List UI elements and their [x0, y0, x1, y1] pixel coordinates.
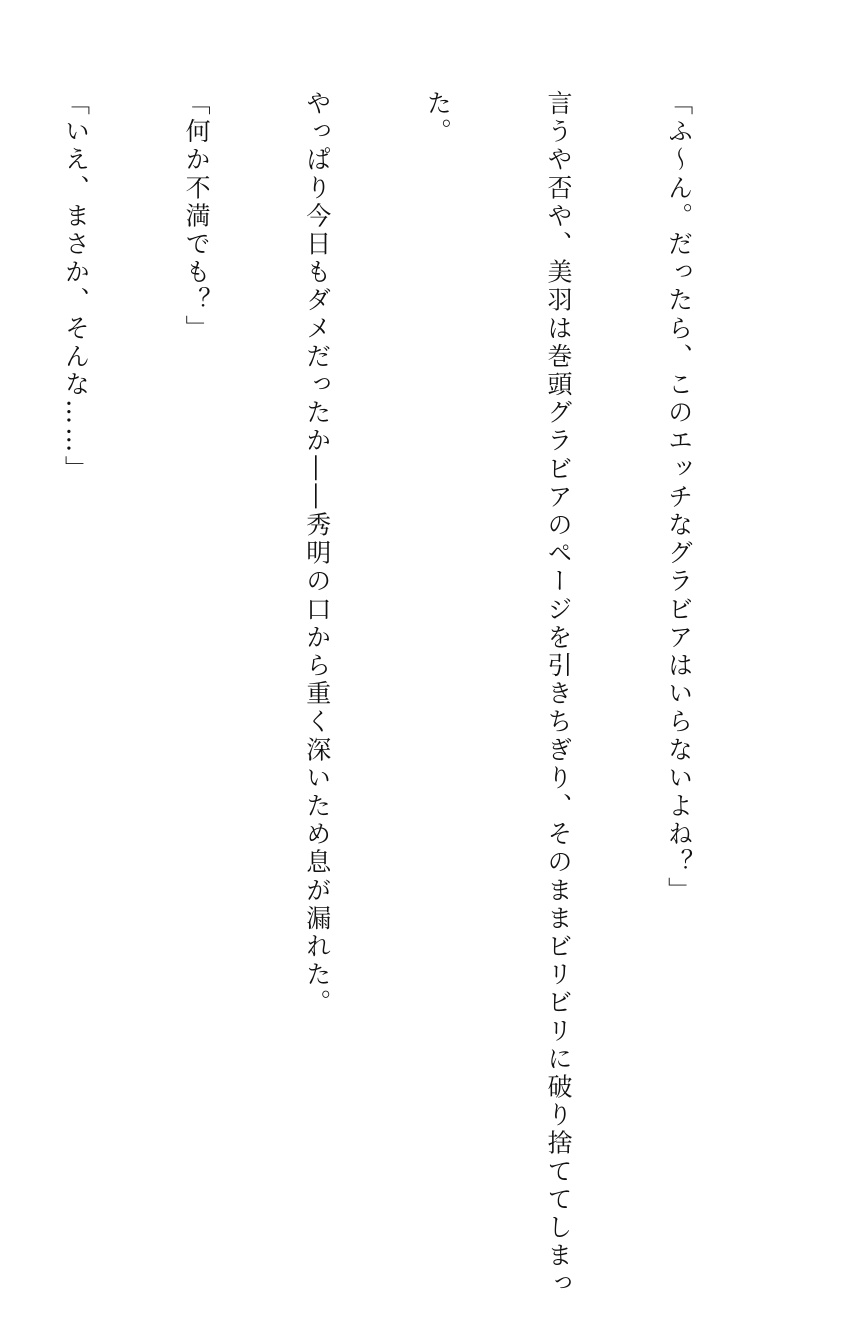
text-line: 「何か不満でも？」 [182, 90, 212, 343]
text-line: 言うや否や、美羽は巻頭グラビアのページを引きちぎり、そのままビリビリに破り捨ててしまっ [543, 90, 573, 1299]
text-line: やっぱり今日もダメだったか――秀明の口から重く深いため息が漏れた。 [302, 90, 332, 1018]
text-line: た。 [423, 90, 453, 147]
text-line: 「ふ～ん。だったら、このエッチなグラビアはいらないよね？」 [664, 90, 694, 905]
text-line: 「いえ、まさか、そんな……」 [61, 90, 91, 484]
vertical-text-body [61, 90, 779, 1299]
